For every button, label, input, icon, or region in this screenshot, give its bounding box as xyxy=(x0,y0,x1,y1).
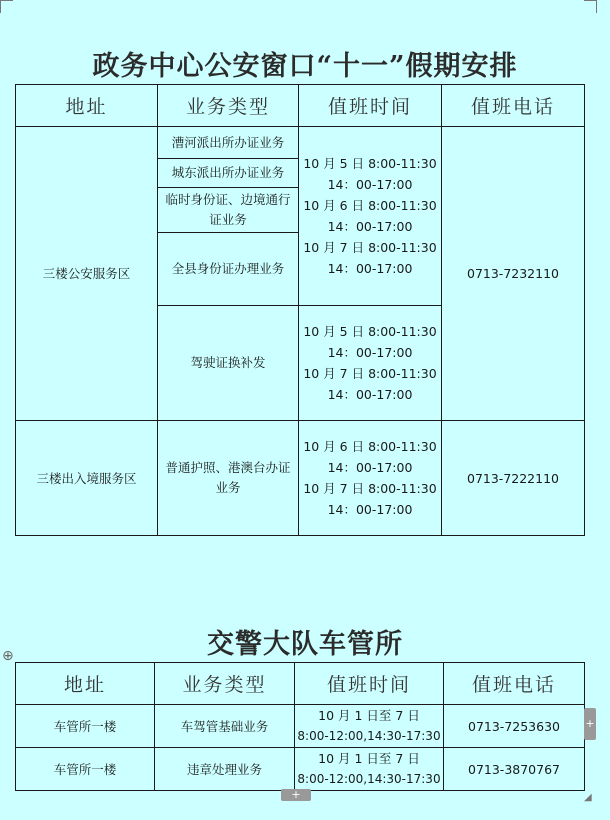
header-duty-time: 值班时间 xyxy=(299,85,442,127)
business-cell: 城东派出所办证业务 xyxy=(158,159,299,188)
header-duty-phone: 值班电话 xyxy=(442,85,585,127)
business-cell: 车驾管基础业务 xyxy=(155,705,295,748)
table-row xyxy=(16,127,585,159)
phone-cell: 0713-7253630 xyxy=(444,705,585,748)
schedule-line: 10 月 7 日 8:00-11:30 xyxy=(303,481,437,496)
business-cell: 驾驶证换补发 xyxy=(158,306,299,421)
schedule-line: 14：00-17:00 xyxy=(327,261,413,276)
address-cell: 车管所一楼 xyxy=(16,705,155,748)
police-schedule-table xyxy=(15,84,585,536)
phone-cell: 0713-3870767 xyxy=(444,748,585,791)
phone-cell: 0713-7232110 xyxy=(442,127,585,421)
table-header-row xyxy=(16,85,585,127)
table-row xyxy=(16,421,585,536)
schedule-line: 14：00-17:00 xyxy=(327,219,413,234)
schedule-line: 10 月 1 日至 7 日 xyxy=(318,751,420,766)
traffic-schedule-table xyxy=(15,662,585,791)
header-duty-phone: 值班电话 xyxy=(444,663,585,705)
schedule-line: 10 月 1 日至 7 日 xyxy=(318,708,420,723)
add-column-button[interactable]: + xyxy=(584,708,596,740)
business-cell: 普通护照、港澳台办证业务 xyxy=(158,421,299,536)
schedule-line: 14：00-17:00 xyxy=(327,177,413,192)
schedule-line: 14：00-17:00 xyxy=(327,460,413,475)
business-cell: 全县身份证办理业务 xyxy=(158,233,299,306)
schedule-line: 8:00-12:00,14:30-17:30 xyxy=(297,729,441,743)
section-title: 交警大队车管所 xyxy=(207,629,403,660)
table-header-row xyxy=(16,663,585,705)
schedule-cell xyxy=(295,748,444,791)
phone-cell: 0713-7222110 xyxy=(442,421,585,536)
schedule-line: 14：00-17:00 xyxy=(327,387,413,402)
address-cell: 车管所一楼 xyxy=(16,748,155,791)
schedule-line: 10 月 6 日 8:00-11:30 xyxy=(303,198,437,213)
table-row xyxy=(16,705,585,748)
table-row xyxy=(16,748,585,791)
page-title: 政务中心公安窗口“十一”假期安排 xyxy=(92,51,518,82)
schedule-cell xyxy=(299,421,442,536)
business-cell: 临时身份证、边境通行证业务 xyxy=(158,188,299,233)
table-move-handle-icon[interactable]: ⊕ xyxy=(2,648,14,664)
add-row-button[interactable]: + xyxy=(281,789,311,801)
page-corner-mark xyxy=(584,0,597,13)
schedule-line: 14：00-17:00 xyxy=(327,502,413,517)
header-address: 地址 xyxy=(16,663,155,705)
page-corner-mark xyxy=(0,0,13,13)
schedule-cell xyxy=(299,306,442,421)
address-cell: 三楼出入境服务区 xyxy=(16,421,158,536)
header-address: 地址 xyxy=(16,85,158,127)
schedule-line: 14：00-17:00 xyxy=(327,345,413,360)
schedule-cell xyxy=(295,705,444,748)
table-resize-handle-icon[interactable]: ◢ xyxy=(584,792,592,803)
business-cell: 违章处理业务 xyxy=(155,748,295,791)
schedule-line: 10 月 5 日 8:00-11:30 xyxy=(303,156,437,171)
schedule-line: 8:00-12:00,14:30-17:30 xyxy=(297,772,441,786)
schedule-line: 10 月 7 日 8:00-11:30 xyxy=(303,366,437,381)
business-cell: 漕河派出所办证业务 xyxy=(158,127,299,159)
address-cell: 三楼公安服务区 xyxy=(16,127,158,421)
schedule-line: 10 月 6 日 8:00-11:30 xyxy=(303,439,437,454)
header-duty-time: 值班时间 xyxy=(295,663,444,705)
schedule-cell xyxy=(299,127,442,306)
schedule-line: 10 月 5 日 8:00-11:30 xyxy=(303,324,437,339)
header-business-type: 业务类型 xyxy=(155,663,295,705)
schedule-line: 10 月 7 日 8:00-11:30 xyxy=(303,240,437,255)
header-business-type: 业务类型 xyxy=(158,85,299,127)
